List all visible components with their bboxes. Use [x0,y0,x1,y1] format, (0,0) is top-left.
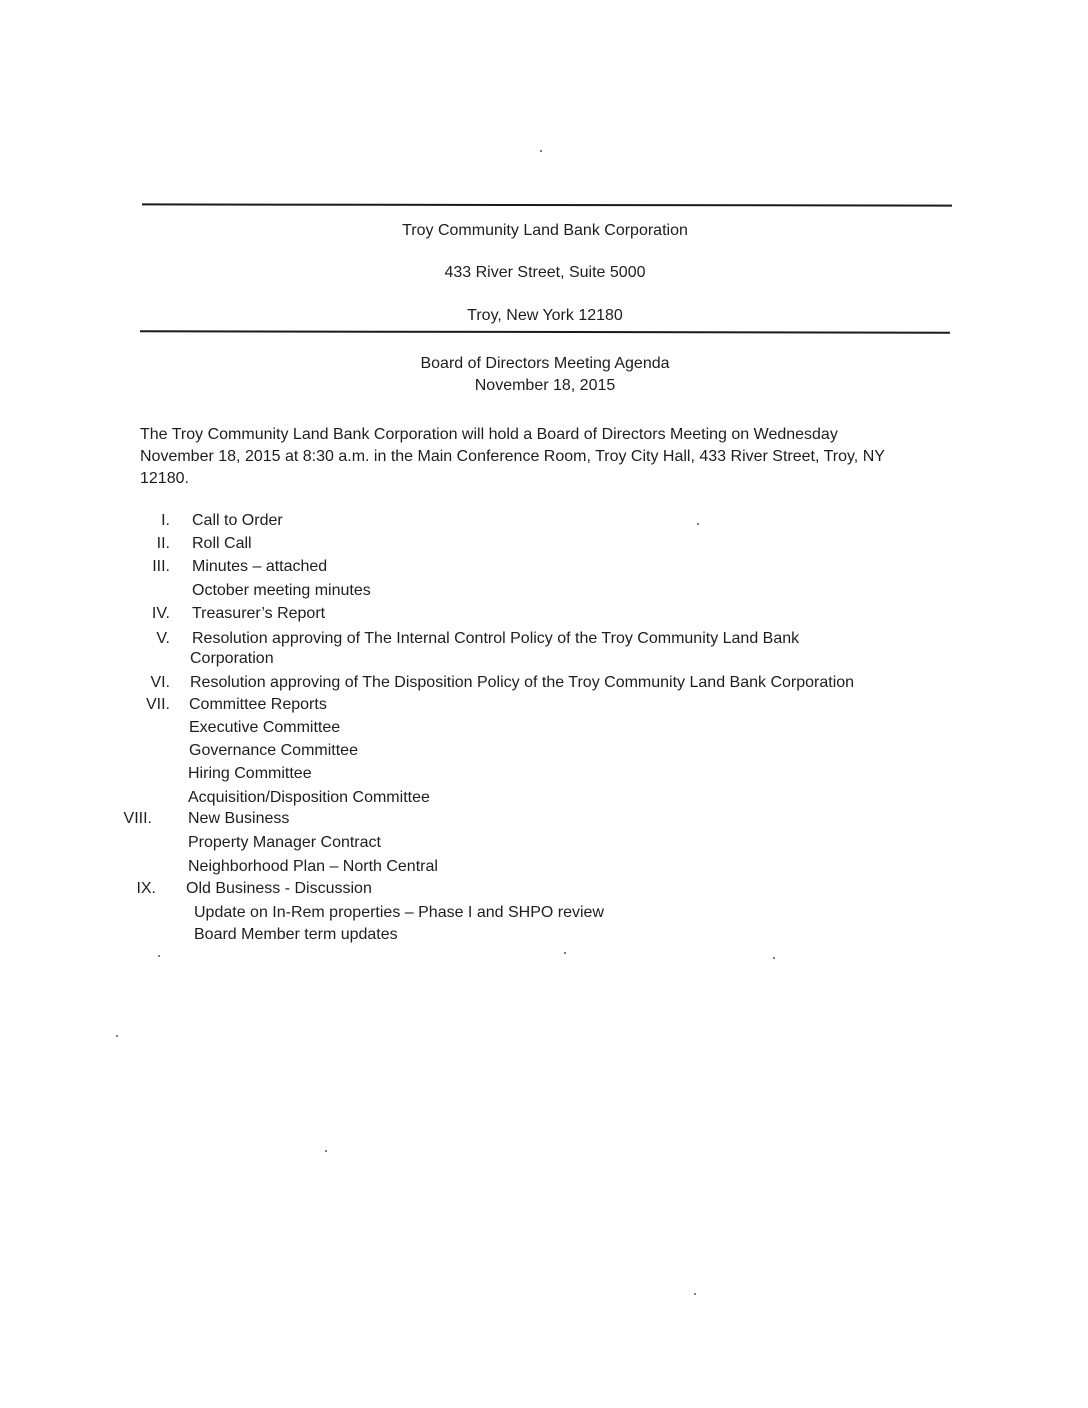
intro-line: 12180. [140,470,189,487]
org-name: Troy Community Land Bank Corporation [402,222,688,239]
agenda-item [120,605,960,627]
header-top-rule [142,203,952,206]
agenda-item-label: Resolution approving of The Disposition Policy of the Troy Community Land Bank Corporation [190,674,855,691]
intro-paragraph [140,424,940,490]
agenda-item-label: New Business [188,810,290,827]
agenda-numeral: III. [152,558,170,575]
agenda-numeral: VI. [150,674,170,691]
agenda-item-label: Roll Call [192,535,252,552]
agenda-item-label: Resolution approving of The Internal Control Policy of the Troy Community Land Bank [192,630,800,647]
org-address: 433 River Street, Suite 5000 [444,264,646,281]
org-city: Troy, New York 12180 [467,307,623,324]
agenda-subitem: Update on In-Rem properties – Phase I and SHPO review [194,904,604,921]
agenda-numeral: IX. [136,880,156,897]
scan-speck [325,1150,327,1152]
agenda-subitem: Executive Committee [189,719,341,736]
agenda-subitem: Property Manager Contract [188,834,381,851]
agenda-subitem: Neighborhood Plan – North Central [188,858,438,875]
intro-line: The Troy Community Land Bank Corporation will hold a Board of Directors Meeting on Wednesday [140,426,838,443]
agenda-subitem: Corporation [190,650,274,667]
agenda-item [120,630,960,652]
scan-speck [694,1293,696,1295]
agenda-item [120,535,960,557]
agenda-item-label: Call to Order [192,512,283,529]
scan-speck [564,952,566,954]
agenda-numeral: V. [156,630,170,647]
agenda-numeral: IV. [151,605,170,622]
meeting-date: November 18, 2015 [474,377,616,394]
agenda-item-label: Old Business - Discussion [186,880,372,897]
agenda-subitem: Governance Committee [189,742,358,759]
agenda-subitem: Hiring Committee [188,765,312,782]
scan-speck [540,150,542,152]
agenda-numeral: II. [156,535,170,552]
agenda-item-label: Treasurer’s Report [192,605,326,622]
agenda-numeral: VII. [145,696,170,713]
agenda-item [120,674,960,696]
agenda-subitem: Board Member term updates [194,926,398,943]
scan-speck [158,955,160,957]
agenda-numeral: I. [161,512,170,529]
agenda-subitem: October meeting minutes [192,582,371,599]
agenda-numeral: VIII. [123,810,152,827]
meeting-title: Board of Directors Meeting Agenda [420,355,670,372]
agenda-item [120,810,960,832]
scan-speck [116,1035,118,1037]
intro-line: November 18, 2015 at 8:30 a.m. in the Main Conference Room, Troy City Hall, 433 River Street, Troy, NY [140,448,885,465]
header-bottom-rule [140,330,950,333]
scan-speck [773,957,775,959]
scan-speck [697,523,699,525]
agenda-item [120,558,960,580]
agenda-subitem: Acquisition/Disposition Committee [188,789,430,806]
agenda-item [120,880,960,902]
agenda-item-label: Committee Reports [189,696,327,713]
agenda-item [120,696,960,718]
agenda-item-label: Minutes – attached [192,558,328,575]
agenda-item [120,512,960,534]
